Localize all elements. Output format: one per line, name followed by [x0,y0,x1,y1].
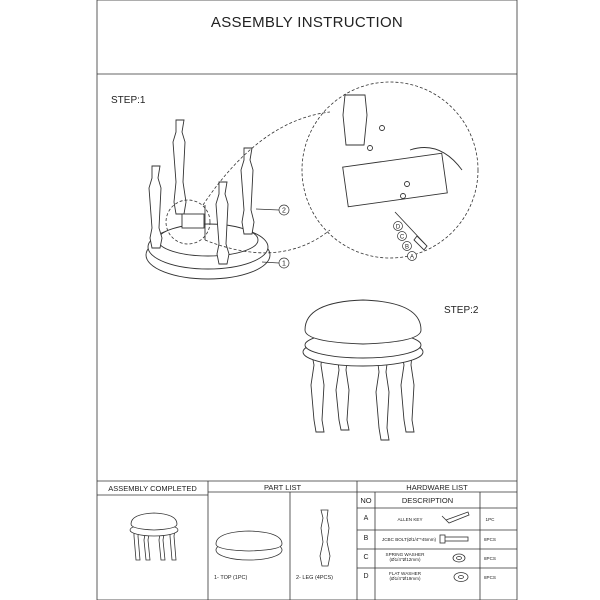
part-top-drawing [216,531,282,551]
hw-row-d-qty: 8PCS [483,575,496,580]
hw-row-d-desc: FLAT WASHER (Ø1/4"Ø19mm) [388,571,422,582]
hw-row-c-desc: SPRING WASHER (Ø1/4"Ø12mm) [385,552,425,563]
step-2-label: STEP:2 [444,305,479,316]
hw-row-c-no: C [363,554,369,561]
callout-D: D [395,224,401,231]
part-leg-drawing [320,510,330,566]
hw-row-b-qty: 8PCS [483,537,496,542]
spring-washer-icon [453,554,465,562]
part-leg-label: 2- LEG (4PCS) [296,575,333,581]
flat-washer-icon [454,573,468,582]
part-list-header: PART LIST [263,483,302,492]
hw-row-c-qty: 8PCS [483,556,496,561]
callout-C: C [399,234,405,241]
bolt-icon [440,535,468,543]
hw-row-a-desc: ALLEN KEY [397,517,423,522]
callout-1: 1 [282,260,286,268]
col-no-header: NO [360,496,372,505]
callout-2: 2 [282,207,286,215]
hw-row-a-qty: 1PC [485,517,495,522]
completed-stool-seat [131,513,177,530]
callout-B: B [404,244,410,251]
allen-key-icon [442,512,469,523]
col-description-header: DESCRIPTION [401,496,454,505]
hw-row-b-no: B [363,535,369,542]
hw-row-a-no: A [363,515,369,522]
hw-row-d-no: D [363,573,369,580]
hw-row-b-desc: JCBC BOLT(Ø1/4"*45mm) [381,537,437,542]
part-top-label: 1- TOP (1PC) [214,575,248,581]
hardware-list-header: HARDWARE LIST [406,483,468,492]
callout-A: A [409,254,415,261]
page-title: ASSEMBLY INSTRUCTION [210,14,404,31]
step-1-label: STEP:1 [111,95,146,106]
assembly-completed-header: ASSEMBLY COMPLETED [108,484,197,493]
